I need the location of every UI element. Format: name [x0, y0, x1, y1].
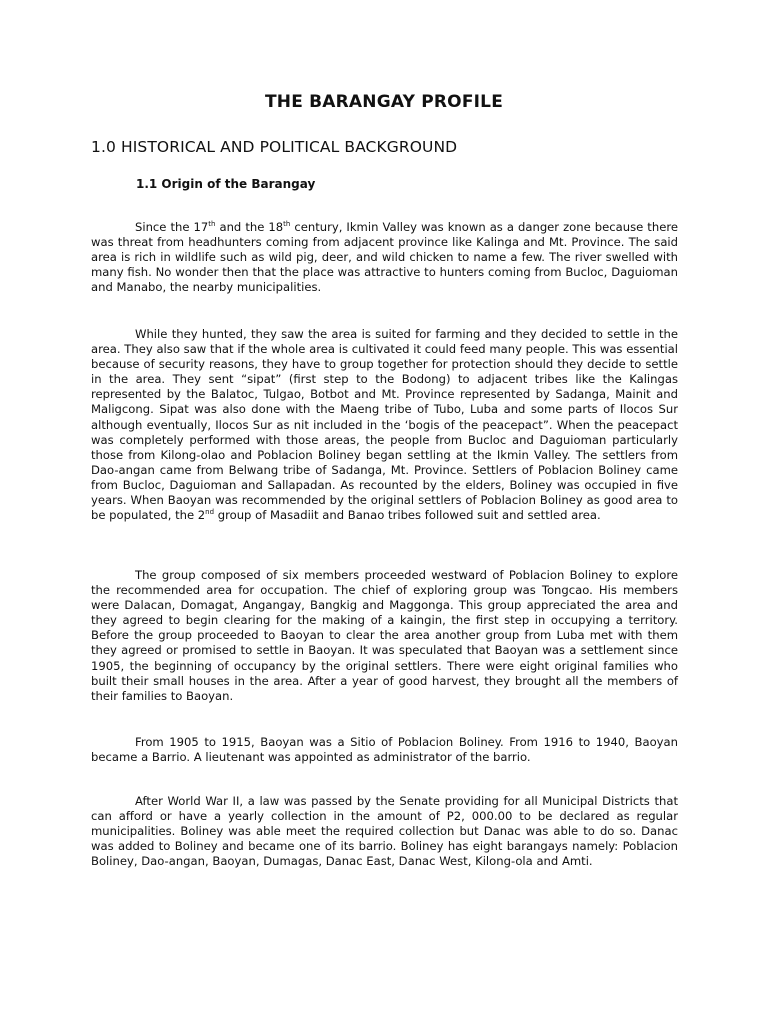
paragraph-text: While they hunted, they saw the area is suited for farming and they decided to settle in the area. They also saw that if the whole area is cultivated it could feed many people. This was essential because of security reasons, they have to group together for protection should they decide to settle in the area. They sent “sipat” (first step to the Bodong) to adjacent tribes like the Kalingas represented by the Balatoc, Tulgao, Botbot and Mt. Province represented by Sadanga, Mainit and Maligcong. Sipat was also done with the Maeng tribe of Tubo, Luba and some parts of Ilocos Sur although eventually, Ilocos Sur as nit included in the ‘bogis of the peacepact”. When the peacepact was completely performed with those areas, the people from Bucloc and Daguioman particularly those from Kilong-olao and Poblacion Boliney began settling at the Ikmin Valley. The settlers from Dao-angan came from Belwang tribe of Sadanga, Mt. Province. Settlers of Poblacion Boliney came from Bucloc, Daguioman and Sallapadan. As recounted by the elders, Boliney was occupied in five years. When Baoyan was recommended by the original settlers of Poblacion Boliney as good area to be populated, the 2	[91, 327, 678, 523]
paragraph-origin-intro	[91, 220, 678, 295]
section-heading: 1.0 HISTORICAL AND POLITICAL BACKGROUND	[91, 138, 458, 156]
paragraph-settlement	[91, 327, 678, 523]
paragraph-exploring-group: The group composed of six members proceeded westward of Poblacion Boliney to explore the recommended area for occupation. The chief of exploring group was Tongcao. His members were Dalacan, Domagat, Angangay, Bangkig and Maggonga. This group appreciated the area and they agreed to begin clearing for the making of a kaingin, the first step in occupying a territory. Before the group proceeded to Baoyan to clear the area another group from Luba met with them they agreed or promised to settle in Baoyan. It was speculated that Baoyan was a settlement since 1905, the beginning of occupancy by the original settlers. There were eight original families who built their small houses in the area. After a year of good harvest, they brought all the members of their families to Baoyan.	[91, 568, 678, 703]
paragraph-text: Since the 17	[135, 220, 209, 234]
paragraph-text: and the 18	[215, 220, 284, 234]
subsection-heading: 1.1 Origin of the Barangay	[136, 177, 316, 191]
ordinal-superscript: nd	[205, 508, 215, 517]
ordinal-superscript: th	[283, 220, 291, 229]
paragraph-sitio-barrio: From 1905 to 1915, Baoyan was a Sitio of Poblacion Boliney. From 1916 to 1940, Baoyan became a Barrio. A lieutenant was appointed as administrator of the barrio.	[91, 735, 678, 765]
ordinal-superscript: th	[208, 220, 216, 229]
paragraph-text: century, Ikmin Valley was known as a danger zone because there was threat from headhunters coming from adjacent province like Kalinga and Mt. Province. The said area is rich in wildlife such as wild pig, deer, and wild chicken to name a few. The river swelled with many fish. No wonder then that the place was attractive to hunters coming from Bucloc, Daguioman and Manabo, the nearby municipalities.	[91, 220, 678, 295]
paragraph-text: group of Masadiit and Banao tribes followed suit and settled area.	[214, 508, 601, 523]
page-title: THE BARANGAY PROFILE	[264, 92, 504, 112]
paragraph-post-war: After World War II, a law was passed by the Senate providing for all Municipal Districts that can afford or have a yearly collection in the amount of P2, 000.00 to be declared as regular municipalities. Boliney was able meet the required collection but Danac was able to do so. Danac was added to Boliney and became one of its barrio. Boliney has eight barangays namely: Poblacion Boliney, Dao-angan, Baoyan, Dumagas, Danac East, Danac West, Kilong-ola and Amti.	[91, 794, 678, 869]
